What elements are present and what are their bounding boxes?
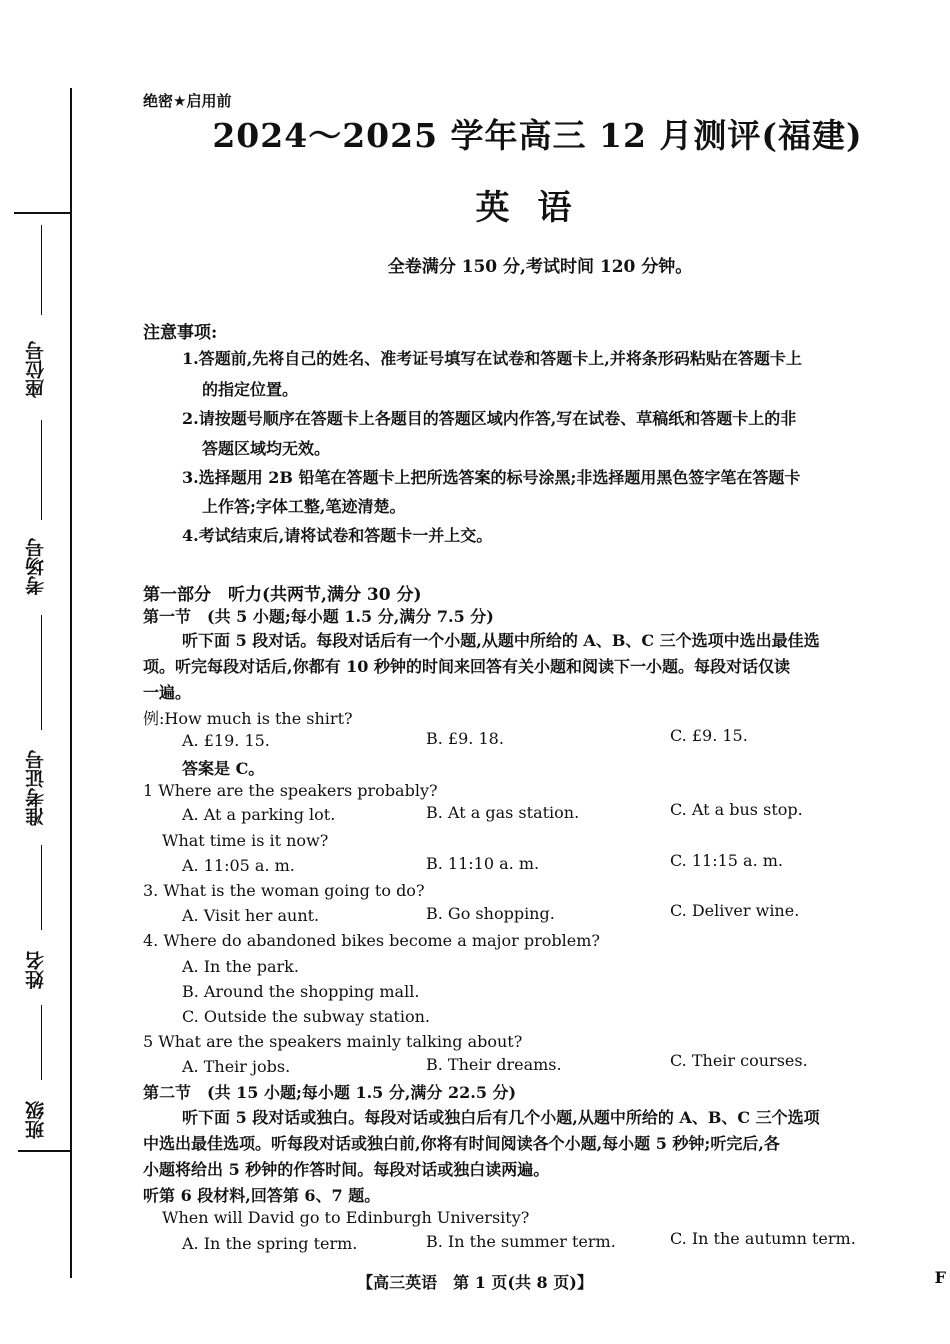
section2-instruction-1: 听下面 5 段对话或独白。每段对话或独白后有几个小题,从题中所给的 A、B、C 三个选项 <box>182 1108 820 1127</box>
q2-option-a: A. 11:05 a. m. <box>182 856 295 875</box>
name-label: 姓名 <box>25 951 47 989</box>
section2-instruction-3: 小题将给出 5 秒钟的作答时间。每段对话或独白读两遍。 <box>143 1160 550 1179</box>
corner-mark: F <box>934 1268 946 1287</box>
secret-mark: 绝密★启用前 <box>143 92 232 110</box>
margin-line <box>41 615 42 730</box>
q4-option-c: C. Outside the subway station. <box>182 1007 430 1026</box>
exam-title: 2024～2025 学年高三 12 月测评(福建) <box>212 116 863 155</box>
section1-instruction-1: 听下面 5 段对话。每段对话后有一个小题,从题中所给的 A、B、C 三个选项中选出最佳选 <box>182 631 820 650</box>
notes-heading: 注意事项: <box>143 323 218 343</box>
q1-option-a: A. At a parking lot. <box>182 805 336 824</box>
example-option-b: B. £9. 18. <box>426 729 504 748</box>
q5-option-a: A. Their jobs. <box>182 1057 291 1076</box>
q6-option-a: A. In the spring term. <box>182 1234 358 1253</box>
material-6-heading: 听第 6 段材料,回答第 6、7 题。 <box>143 1186 381 1205</box>
margin-line <box>41 420 42 520</box>
question-1: 1 Where are the speakers probably? <box>143 781 438 800</box>
example-option-a: A. £19. 15. <box>182 731 270 750</box>
note-2-line-2: 答题区域均无效。 <box>202 439 331 458</box>
section1-instruction-3: 一遍。 <box>143 683 192 702</box>
seat-number-label: 座位号 <box>25 341 47 399</box>
margin-line <box>41 1005 42 1080</box>
margin-line <box>41 845 42 930</box>
example-question: 例:How much is the shirt? <box>143 709 353 728</box>
subject-title: 英语 <box>475 188 600 228</box>
question-5: 5 What are the speakers mainly talking about? <box>143 1032 523 1051</box>
q6-option-c: C. In the autumn term. <box>670 1229 856 1248</box>
section2-instruction-2: 中选出最佳选项。听每段对话或独白前,你将有时间阅读各个小题,每小题 5 秒钟;听完后,各 <box>143 1134 780 1153</box>
q2-option-b: B. 11:10 a. m. <box>426 854 540 873</box>
q1-option-c: C. At a bus stop. <box>670 800 803 819</box>
note-1-line-2: 的指定位置。 <box>202 380 299 399</box>
q3-option-b: B. Go shopping. <box>426 904 555 923</box>
note-4: 4.考试结束后,请将试卷和答题卡一并上交。 <box>182 526 493 545</box>
question-6: When will David go to Edinburgh University? <box>162 1208 530 1227</box>
example-option-c: C. £9. 15. <box>670 726 748 745</box>
note-3-line-1: 3.选择题用 2B 铅笔在答题卡上把所选答案的标号涂黑;非选择题用黑色签字笔在答题卡 <box>182 468 801 487</box>
question-2: What time is it now? <box>162 831 329 850</box>
section1-heading: 第一节 (共 5 小题;每小题 1.5 分,满分 7.5 分) <box>143 607 494 626</box>
section2-heading: 第二节 (共 15 小题;每小题 1.5 分,满分 22.5 分) <box>143 1083 517 1102</box>
admission-number-label: 准考证号 <box>25 750 47 826</box>
note-2-line-1: 2.请按题号顺序在答题卡上各题目的答题区域内作答,写在试卷、草稿纸和答题卡上的非 <box>182 409 797 428</box>
note-1-line-1: 1.答题前,先将自己的姓名、准考证号填写在试卷和答题卡上,并将条形码粘贴在答题卡上 <box>182 349 802 368</box>
q3-option-c: C. Deliver wine. <box>670 901 800 920</box>
q3-option-a: A. Visit her aunt. <box>182 906 320 925</box>
note-3-line-2: 上作答;字体工整,笔迹清楚。 <box>202 497 406 516</box>
q4-option-b: B. Around the shopping mall. <box>182 982 420 1001</box>
q1-option-b: B. At a gas station. <box>426 803 580 822</box>
q6-option-b: B. In the summer term. <box>426 1232 616 1251</box>
exam-room-label: 考场号 <box>25 538 47 596</box>
q4-option-a: A. In the park. <box>182 957 299 976</box>
question-4: 4. Where do abandoned bikes become a major problem? <box>143 931 600 950</box>
section1-instruction-2: 项。听完每段对话后,你都有 10 秒钟的时间来回答有关小题和阅读下一小题。每段对话仅读 <box>143 657 790 676</box>
q5-option-c: C. Their courses. <box>670 1051 808 1070</box>
part1-heading: 第一部分 听力(共两节,满分 30 分) <box>143 585 422 605</box>
q5-option-b: B. Their dreams. <box>426 1055 562 1074</box>
page-footer: 【高三英语 第 1 页(共 8 页)】 <box>357 1273 593 1292</box>
binding-tick-bottom <box>18 1150 72 1152</box>
question-3: 3. What is the woman going to do? <box>143 881 425 900</box>
q2-option-c: C. 11:15 a. m. <box>670 851 784 870</box>
class-label: 班级 <box>25 1101 47 1139</box>
score-info: 全卷满分 150 分,考试时间 120 分钟。 <box>387 257 693 277</box>
example-answer: 答案是 C。 <box>182 759 265 778</box>
